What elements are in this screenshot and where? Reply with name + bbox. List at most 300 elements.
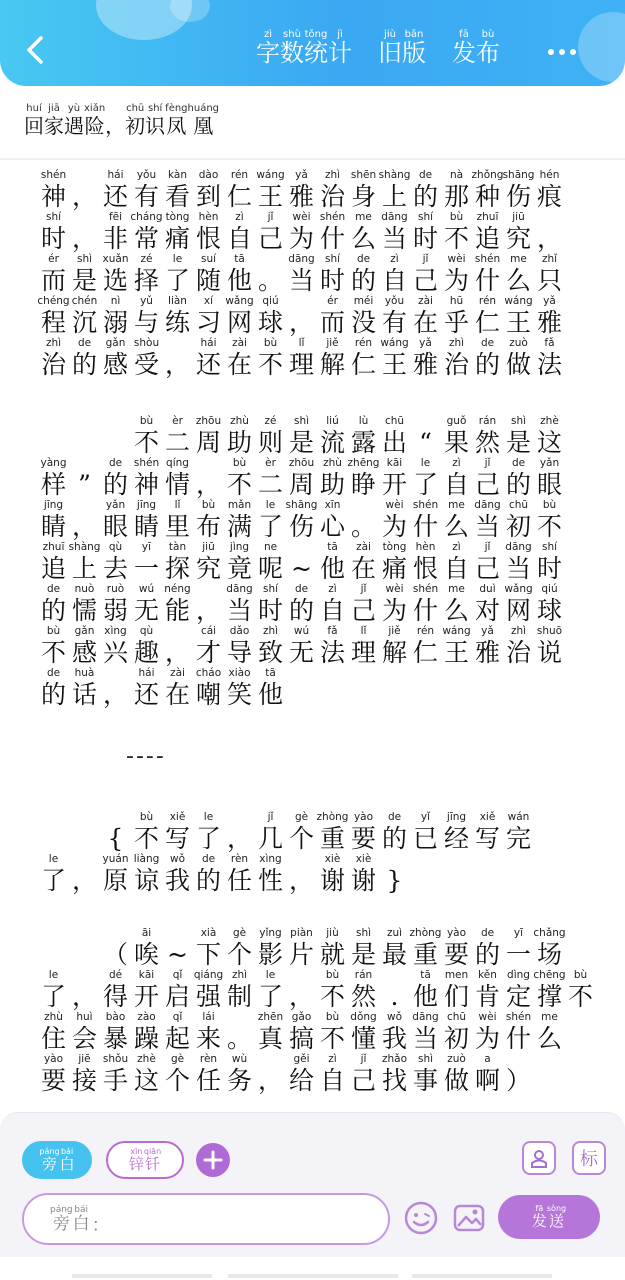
- hanzi: 就: [319, 940, 345, 969]
- top-bar: [0, 0, 625, 86]
- hanzi: 务: [226, 1066, 252, 1095]
- emoji-button[interactable]: [402, 1199, 440, 1237]
- ruby-char: [348, 584, 379, 623]
- ruby-char: [304, 30, 328, 65]
- hanzi: 重: [412, 940, 438, 969]
- hanzi: 满: [226, 512, 252, 541]
- pinyin: de: [294, 583, 309, 595]
- ruby-char: [472, 500, 503, 539]
- pinyin: zhuī: [476, 211, 499, 223]
- ruby-char: [348, 1012, 379, 1051]
- ruby-char: [100, 416, 131, 455]
- hanzi: 啊: [474, 1066, 500, 1095]
- hanzi: 眼: [102, 512, 128, 541]
- ruby-char: [100, 542, 131, 581]
- ruby-char: [100, 1054, 131, 1093]
- ruby-char: [379, 812, 410, 851]
- ruby-char: [224, 338, 255, 377]
- back-button[interactable]: [18, 30, 52, 70]
- ruby-char: [317, 458, 348, 497]
- hanzi: 白: [72, 1213, 90, 1234]
- hanzi: ，: [71, 224, 97, 253]
- ruby-char: [379, 338, 410, 377]
- ruby-char: [131, 668, 162, 707]
- hanzi: 王: [505, 308, 531, 337]
- pinyin: bù: [481, 29, 495, 40]
- pinyin: wǎng: [225, 295, 254, 307]
- ruby-char: [131, 1054, 162, 1093]
- hanzi: 什: [412, 596, 438, 625]
- hanzi: 竟: [226, 554, 252, 583]
- hanzi: 选: [102, 266, 128, 295]
- ruby-char: [131, 500, 162, 539]
- hanzi: 择: [133, 266, 159, 295]
- pinyin: xí: [203, 295, 214, 307]
- hanzi: [41, 430, 66, 455]
- ruby-char: [69, 812, 100, 851]
- pinyin: wǎng: [504, 583, 533, 595]
- pinyin: wú: [138, 583, 155, 595]
- hanzi: 这: [536, 428, 562, 457]
- ruby-char: [317, 416, 348, 455]
- pinyin: piàn: [290, 927, 313, 939]
- ruby-char: [144, 1148, 161, 1172]
- hanzi: 谅: [133, 866, 159, 895]
- ruby-char: [410, 338, 441, 377]
- hanzi: 几: [257, 824, 283, 853]
- hanzi: 伤: [505, 182, 531, 211]
- ruby-char: [162, 854, 193, 893]
- top-actions: [256, 30, 500, 65]
- hanzi: 的: [505, 470, 531, 499]
- ruby-char: [193, 416, 224, 455]
- ruby-char: [503, 1054, 534, 1093]
- dot-icon: [570, 49, 576, 55]
- pinyin: le: [203, 811, 214, 823]
- hanzi: 则: [257, 428, 283, 457]
- hanzi: [72, 942, 97, 967]
- pinyin: shí: [45, 211, 62, 223]
- hanzi: 我: [381, 1024, 407, 1053]
- hanzi: 在: [164, 680, 190, 709]
- ruby-char: [441, 500, 472, 539]
- pinyin: zhòng: [316, 811, 349, 823]
- pinyin: zuì: [386, 927, 403, 939]
- image-button[interactable]: [450, 1199, 488, 1237]
- ruby-char: [255, 500, 286, 539]
- pinyin: wèi: [385, 499, 404, 511]
- pinyin: jìng: [229, 541, 250, 553]
- ruby-char: [100, 626, 131, 665]
- ruby-char: [379, 542, 410, 581]
- hanzi: 数: [280, 39, 304, 67]
- ruby-char: [441, 338, 472, 377]
- hanzi: 究: [195, 554, 221, 583]
- pinyin: shì: [417, 1053, 434, 1065]
- ruby-char: [379, 458, 410, 497]
- pinyin: shù: [283, 29, 301, 40]
- hanzi: 写: [474, 824, 500, 853]
- hanzi: 的: [474, 940, 500, 969]
- pinyin: shí: [541, 541, 558, 553]
- hanzi: 计: [328, 39, 352, 67]
- word-count-button[interactable]: [256, 30, 352, 65]
- add-role-button[interactable]: [196, 1143, 230, 1177]
- ruby-char: [503, 584, 534, 623]
- ruby-char: [193, 928, 224, 967]
- pinyin: dāng: [505, 541, 532, 553]
- hanzi: 。: [226, 1024, 252, 1053]
- hanzi: 恨: [195, 224, 221, 253]
- hanzi: 么: [350, 224, 376, 253]
- ruby-char: [224, 296, 255, 335]
- ruby-char: [441, 296, 472, 335]
- hanzi: 了: [40, 866, 66, 895]
- hanzi: 字: [256, 39, 280, 67]
- hanzi: 的: [102, 470, 128, 499]
- hanzi: 神: [133, 470, 159, 499]
- hanzi: 性: [257, 866, 283, 895]
- hanzi: 唉: [133, 940, 159, 969]
- ruby-char: [255, 584, 286, 623]
- ruby-char: [224, 416, 255, 455]
- ruby-char: [255, 416, 286, 455]
- pinyin: jì: [337, 29, 343, 40]
- hanzi: 要: [40, 1066, 66, 1095]
- ruby-char: [503, 338, 534, 377]
- hanzi: 自: [443, 554, 469, 583]
- pinyin: yǒu: [384, 295, 405, 307]
- pinyin: yǎ: [419, 337, 432, 349]
- pinyin: kàn: [168, 169, 187, 181]
- publish-button[interactable]: [452, 30, 500, 65]
- hanzi: 时: [40, 224, 66, 253]
- ruby-char: [441, 1054, 472, 1093]
- hanzi: 在: [350, 554, 376, 583]
- send-button[interactable]: [498, 1195, 600, 1239]
- pinyin: hū: [449, 295, 464, 307]
- hanzi: 里: [164, 512, 190, 541]
- hanzi: 懦: [71, 596, 97, 625]
- hanzi: 了: [412, 470, 438, 499]
- pinyin: shāng: [502, 169, 535, 181]
- hanzi: 感: [71, 638, 97, 667]
- hanzi: 的: [40, 596, 66, 625]
- hanzi: 凤: [166, 114, 187, 138]
- hanzi: ，: [71, 866, 97, 895]
- pinyin: zì: [452, 541, 461, 553]
- role-chip-xinqian[interactable]: [106, 1141, 184, 1179]
- separator: [126, 744, 184, 769]
- ruby-char: [69, 928, 100, 967]
- ruby-char: [255, 212, 286, 251]
- hanzi: 溺: [102, 308, 128, 337]
- ruby-char: [472, 458, 503, 497]
- pinyin: qiú: [262, 295, 279, 307]
- ruby-char: [317, 626, 348, 665]
- ruby-char: [193, 1012, 224, 1051]
- old-version-button[interactable]: [378, 30, 426, 65]
- hanzi: 受: [133, 350, 159, 379]
- pinyin: liàng: [133, 853, 160, 865]
- ruby-char: [100, 668, 131, 707]
- ruby-char: [472, 928, 503, 967]
- ruby-char: [317, 296, 348, 335]
- pinyin: chū: [508, 499, 529, 511]
- pinyin: bù: [542, 499, 557, 511]
- hanzi: 谢: [350, 866, 376, 895]
- hanzi: 自: [381, 266, 407, 295]
- ruby-char: [286, 928, 317, 967]
- ruby-char: [503, 626, 534, 665]
- hanzi: 感: [102, 350, 128, 379]
- ruby-char: [39, 1148, 59, 1172]
- ruby-char: [286, 542, 317, 581]
- ruby-char: [410, 170, 441, 209]
- hanzi: .: [390, 982, 399, 1011]
- hanzi: 还: [133, 680, 159, 709]
- ruby-char: [131, 458, 162, 497]
- hanzi: 程: [40, 308, 66, 337]
- message-input[interactable]: [22, 1193, 390, 1245]
- hanzi: 当: [226, 596, 252, 625]
- hanzi: 仁: [474, 308, 500, 337]
- ruby-char: [348, 626, 379, 665]
- ruby-char: [131, 254, 162, 293]
- ruby-char: [503, 296, 534, 335]
- pinyin: gǎn: [74, 625, 95, 637]
- ruby-char: [534, 338, 565, 377]
- more-button[interactable]: [548, 44, 584, 60]
- smile-icon: [403, 1200, 439, 1236]
- hanzi: 给: [288, 1066, 314, 1095]
- ruby-char: [255, 970, 286, 1009]
- hanzi: 发: [452, 39, 476, 67]
- hanzi: 送: [548, 1212, 564, 1230]
- ruby-char: [503, 542, 534, 581]
- pinyin: yào: [43, 1053, 64, 1065]
- pinyin: shēn: [350, 169, 377, 181]
- ruby-char: [224, 458, 255, 497]
- hanzi: 经: [443, 824, 469, 853]
- pinyin: lù: [358, 415, 369, 427]
- pinyin: zài: [418, 295, 433, 307]
- ruby-char: [193, 458, 224, 497]
- hanzi: 他: [319, 554, 345, 583]
- hanzi: 上: [381, 182, 407, 211]
- ruby-char: [44, 104, 64, 136]
- pinyin: méi: [353, 295, 374, 307]
- story-line: [38, 500, 565, 539]
- pinyin: bái: [74, 1204, 89, 1215]
- pinyin: zhì: [324, 169, 341, 181]
- ruby-char: [193, 584, 224, 623]
- pinyin: dāng: [226, 583, 253, 595]
- pinyin: xìng: [104, 625, 127, 637]
- hanzi: }: [386, 866, 403, 895]
- hanzi: 锌: [128, 1155, 144, 1173]
- ruby-char: [534, 416, 565, 455]
- ruby-char: [534, 170, 565, 209]
- pinyin: yǒu: [136, 169, 157, 181]
- ruby-char: [503, 458, 534, 497]
- pinyin: zhè: [540, 415, 559, 427]
- ruby-char: [162, 170, 193, 209]
- hanzi: 什: [319, 224, 345, 253]
- hanzi: 要: [350, 824, 376, 853]
- hanzi: 最: [381, 940, 407, 969]
- pinyin: shòu: [133, 337, 160, 349]
- pinyin: qù: [108, 541, 123, 553]
- pinyin: wáng: [256, 169, 285, 181]
- ruby-char: [379, 500, 410, 539]
- ruby-char: [224, 170, 255, 209]
- hanzi: [41, 826, 66, 851]
- pinyin: rán: [478, 415, 497, 427]
- hanzi: 回: [24, 114, 44, 138]
- story-line: [38, 212, 565, 251]
- hanzi: 二: [257, 470, 283, 499]
- ruby-char: [472, 296, 503, 335]
- role-manage-button[interactable]: [522, 1141, 556, 1175]
- ruby-char: [69, 668, 100, 707]
- pinyin: tǒng: [304, 29, 328, 40]
- ruby-char: [38, 458, 69, 497]
- pinyin: fǎ: [544, 337, 555, 349]
- hanzi: 常: [133, 224, 159, 253]
- ruby-char: [69, 626, 100, 665]
- hanzi: 什: [412, 512, 438, 541]
- pinyin: zhǎo: [381, 1053, 408, 1065]
- role-chip-narrator[interactable]: [22, 1141, 92, 1179]
- pinyin: yī: [141, 541, 152, 553]
- pinyin: le: [265, 499, 276, 511]
- story-line: [38, 626, 565, 665]
- pinyin: shàng: [378, 169, 411, 181]
- ruby-char: [162, 584, 193, 623]
- pinyin: dāng: [288, 253, 315, 265]
- ruby-char: [348, 542, 379, 581]
- editor-panel: [0, 1112, 625, 1257]
- hanzi: 什: [505, 1024, 531, 1053]
- ruby-char: [255, 928, 286, 967]
- hanzi: 然: [474, 428, 500, 457]
- ruby-char: [131, 296, 162, 335]
- ruby-char: [534, 626, 565, 665]
- hanzi: ，: [288, 866, 314, 895]
- ruby-char: [503, 970, 534, 1009]
- hanzi: 能: [164, 596, 190, 625]
- ruby-char: [69, 500, 100, 539]
- ruby-char: [441, 812, 472, 851]
- hanzi: 懂: [350, 1024, 376, 1053]
- pinyin: zhù: [323, 457, 342, 469]
- ruby-char: [131, 542, 162, 581]
- hanzi: 那: [443, 182, 469, 211]
- hanzi: 还: [102, 182, 128, 211]
- pinyin: duì: [479, 583, 496, 595]
- pinyin: zì: [235, 211, 244, 223]
- pinyin: gǎn: [105, 337, 126, 349]
- mark-button[interactable]: [572, 1141, 606, 1175]
- ruby-char: [503, 1012, 534, 1051]
- pinyin: me: [541, 1011, 558, 1023]
- hanzi: 识: [145, 114, 166, 138]
- hanzi: ，: [164, 638, 190, 667]
- ruby-char: [410, 458, 441, 497]
- ruby-char: [131, 170, 162, 209]
- pinyin: shì: [293, 415, 310, 427]
- hanzi: 为: [381, 596, 407, 625]
- hanzi: 片: [288, 940, 314, 969]
- pinyin: jiū: [512, 211, 525, 223]
- story-line: [38, 458, 565, 497]
- ruby-char: [286, 296, 317, 335]
- hanzi: 他: [412, 982, 438, 1011]
- pinyin: men: [444, 969, 469, 981]
- pinyin: de: [108, 457, 123, 469]
- pinyin: yǎ: [295, 169, 308, 181]
- ruby-char: [131, 854, 162, 893]
- pinyin: cháng: [130, 211, 163, 223]
- ruby-char: [348, 212, 379, 251]
- hanzi: 乎: [443, 308, 469, 337]
- ruby-char: [193, 854, 224, 893]
- hanzi: 二: [164, 428, 190, 457]
- hanzi: 周: [195, 428, 221, 457]
- story-line: [38, 254, 565, 293]
- pinyin: shì: [510, 415, 527, 427]
- ruby-char: [162, 668, 193, 707]
- ruby-char: [162, 296, 193, 335]
- ruby-char: [162, 212, 193, 251]
- ruby-char: [317, 928, 348, 967]
- pinyin: ruò: [106, 583, 125, 595]
- ruby-char: [317, 812, 348, 851]
- hanzi: 白: [59, 1155, 75, 1173]
- pinyin: zhēn: [257, 1011, 284, 1023]
- ruby-char: [162, 1054, 193, 1093]
- hanzi: 助: [319, 470, 345, 499]
- ruby-char: [441, 970, 472, 1009]
- chapter-title[interactable]: [24, 104, 219, 136]
- ruby-char: [348, 296, 379, 335]
- pinyin: xuǎn: [102, 253, 129, 265]
- ruby-char: [162, 626, 193, 665]
- ruby-char: [224, 584, 255, 623]
- hanzi: 对: [474, 596, 500, 625]
- hanzi: 写: [164, 824, 190, 853]
- hanzi: 沉: [71, 308, 97, 337]
- ruby-char: [317, 254, 348, 293]
- hanzi: 任: [226, 866, 252, 895]
- hanzi: 发: [531, 1212, 547, 1230]
- pinyin: me: [355, 211, 372, 223]
- pinyin: suí: [200, 253, 217, 265]
- pinyin: wèi: [447, 253, 466, 265]
- pinyin: jǐ: [360, 583, 367, 595]
- pinyin: liàn: [168, 295, 187, 307]
- pinyin: qiān: [143, 1147, 162, 1156]
- pinyin: hái: [138, 667, 155, 679]
- hanzi: 追: [40, 554, 66, 583]
- ruby-char: [402, 30, 426, 65]
- pinyin: xiào: [228, 667, 251, 679]
- pinyin: tòng: [382, 541, 407, 553]
- hanzi: {: [107, 824, 124, 853]
- hanzi: 治: [505, 638, 531, 667]
- hanzi: 雅: [536, 308, 562, 337]
